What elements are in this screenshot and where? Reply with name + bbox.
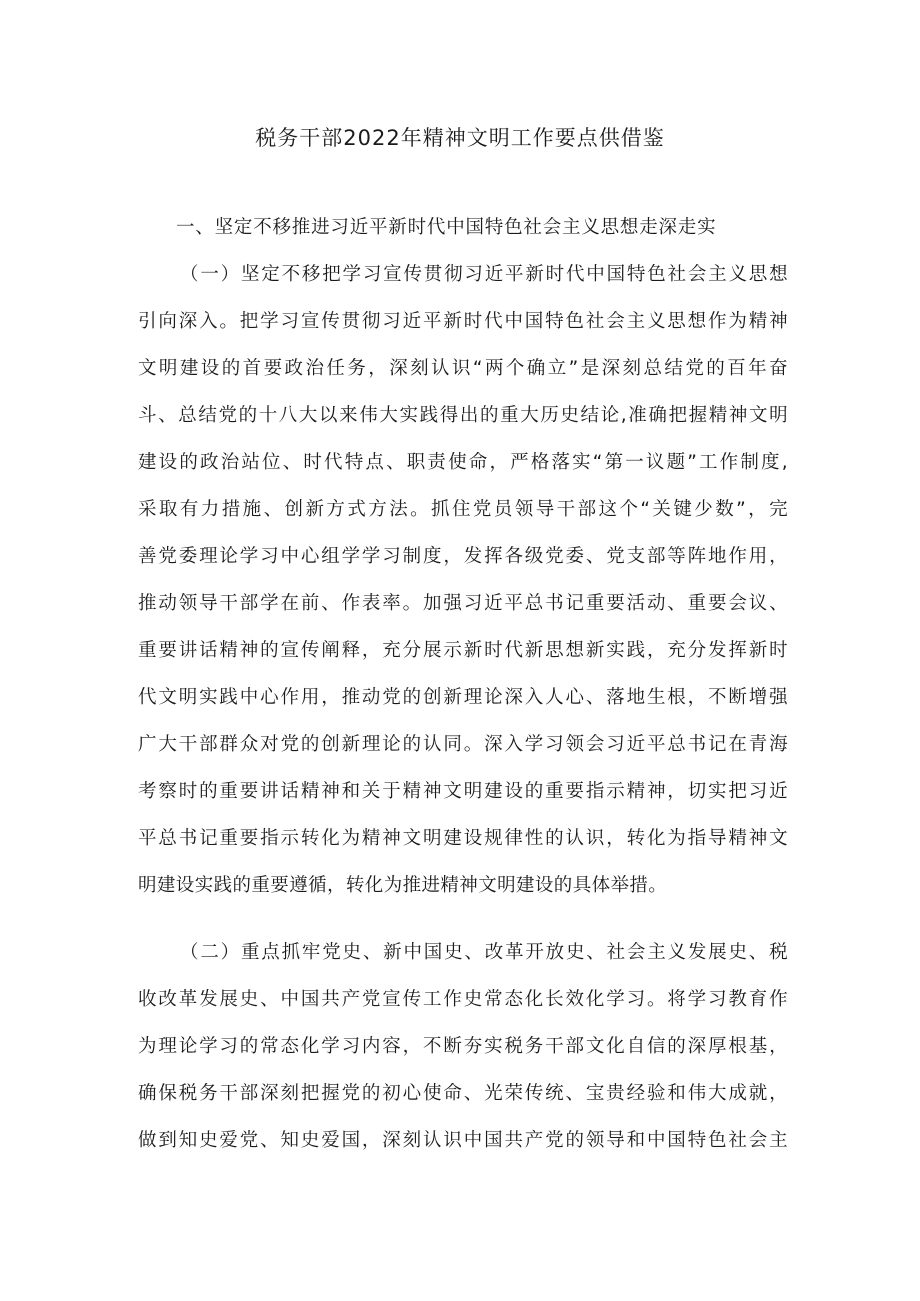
paragraph-1-line: 明建设实践的重要遵循，转化为推进精神文明建设的具体举措。 xyxy=(138,875,668,896)
paragraph-1-line: 善党委理论学习中心组学学习制度，发挥各级党委、党支部等阵地作用， xyxy=(138,546,788,567)
paragraph-1-line: 建设的政治站位、时代特点、职责使命，严格落实“第一议题”工作制度, xyxy=(138,452,788,473)
paragraph-2-line: 为理论学习的常态化学习内容，不断夯实税务干部文化自信的深厚根基， xyxy=(138,1036,788,1057)
section-heading: 一、坚定不移推进习近平新时代中国特色社会主义思想走深走实 xyxy=(176,217,717,238)
paragraph-1-line: 斗、总结党的十八大以来伟大实践得出的重大历史结论,准确把握精神文明 xyxy=(138,405,788,426)
paragraph-1-line: 推动领导干部学在前、作表率。加强习近平总书记重要活动、重要会议、 xyxy=(138,593,788,614)
paragraph-1-line: 采取有力措施、创新方式方法。抓住党员领导干部这个“关键少数”，完 xyxy=(138,499,788,520)
paragraph-2-line: 收改革发展史、中国共产党宣传工作史常态化长效化学习。将学习教育作 xyxy=(138,989,788,1010)
paragraph-1-line: （一）坚定不移把学习宣传贯彻习近平新时代中国特色社会主义思想 xyxy=(180,264,788,285)
paragraph-2-line: 确保税务干部深刻把握党的初心使命、光荣传统、宝贵经验和伟大成就， xyxy=(138,1083,788,1104)
paragraph-1-line: 广大干部群众对党的创新理论的认同。深入学习领会习近平总书记在青海 xyxy=(138,734,788,755)
paragraph-2-line: 做到知史爱党、知史爱国，深刻认识中国共产党的领导和中国特色社会主 xyxy=(138,1130,788,1151)
paragraph-1-line: 平总书记重要指示转化为精神文明建设规律性的认识，转化为指导精神文 xyxy=(138,828,788,849)
document-title: 税务干部2022年精神文明工作要点供借鉴 xyxy=(255,126,665,150)
paragraph-2-line: （二）重点抓牢党史、新中国史、改革开放史、社会主义发展史、税 xyxy=(180,942,788,963)
paragraph-1-line: 考察时的重要讲话精神和关于精神文明建设的重要指示精神，切实把习近 xyxy=(138,781,788,802)
paragraph-1-line: 引向深入。把学习宣传贯彻习近平新时代中国特色社会主义思想作为精神 xyxy=(138,311,788,332)
paragraph-1-line: 重要讲话精神的宣传阐释，充分展示新时代新思想新实践，充分发挥新时 xyxy=(138,640,788,661)
paragraph-1-line: 代文明实践中心作用，推动党的创新理论深入人心、落地生根，不断增强 xyxy=(138,687,788,708)
paragraph-1-line: 文明建设的首要政治任务，深刻认识“两个确立”是深刻总结党的百年奋 xyxy=(138,358,788,379)
